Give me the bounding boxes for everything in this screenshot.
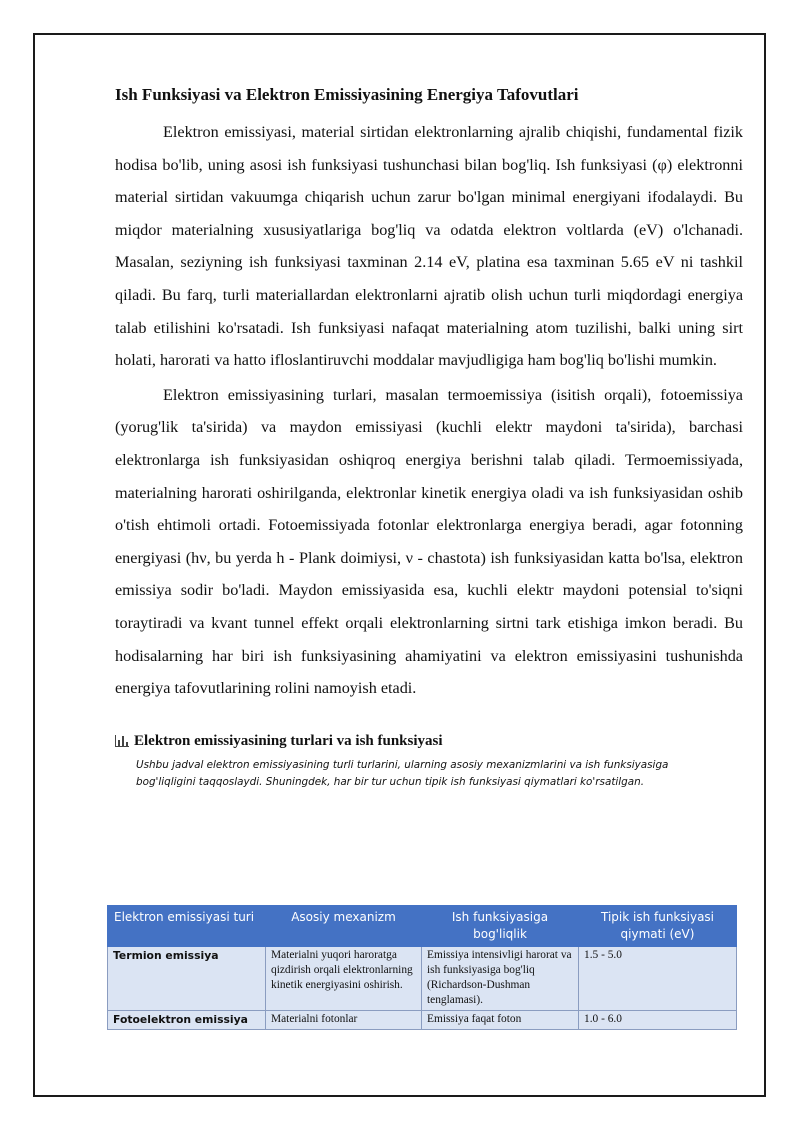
table-cell: Fotoelektron emissiya (108, 1011, 266, 1030)
column-header: Ish funksiyasiga bog'liqlik (422, 906, 579, 947)
table-cell: Materialni yuqori haroratga qizdirish orqali elektronlarning kinetik energiyasini oshirish. (266, 947, 422, 1011)
paragraph-1: Elektron emissiyasi, material sirtidan elektronlarning ajralib chiqishi, fundamental fizik hodisa bo'lib, uning asosi ish funksiyasi tushunchasi bilan bog'liq. Ish funksiyasi (φ) elektronni material sirtidan vakuumga chiqarish uchun zarur bo'lgan minimal energiyani ifodalaydi. Bu miqdor materialning xususiyatlariga bog'liq va odatda elektron voltlarda (eV) o'lchanadi. Masalan, seziyning ish funksiyasi taxminan 2.14 eV, platina esa taxminan 5.65 eV ni tashkil qiladi. Bu farq, turli materiallardan elektronlarni ajratib olish uchun turli miqdordagi energiya talab etilishini ko'rsatadi. Ish funksiyasi nafaqat materialning atom tuzilishi, balki uning sirt holati, harorati va hatto ifloslantiruvchi moddalar mavjudligiga ham bog'liq bo'lishi mumkin. (115, 123, 743, 370)
column-header: Tipik ish funksiyasi qiymati (eV) (579, 906, 737, 947)
table-header-row (108, 906, 737, 947)
table-cell: Emissiya intensivligi harorat va ish funksiyasiga bog'liq (Richardson-Dushman tenglamasi). (422, 947, 579, 1011)
table-caption: Ushbu jadval elektron emissiyasining turli turlarini, ularning asosiy mexanizmlarini va ish funksiyasiga bog'liqligini taqqoslaydi. Shuningdek, har bir tur uchun tipik ish funksiyasi qiymatlari ko'rsatilgan. (136, 758, 669, 788)
column-header: Elektron emissiyasi turi (108, 906, 266, 947)
table-cell: Emissiya faqat foton (422, 1011, 579, 1030)
column-header: Asosiy mexanizm (266, 906, 422, 947)
document-body (115, 84, 743, 796)
document-title: Ish Funksiyasi va Elektron Emissiyasining Energiya Tafovutlari (115, 85, 579, 104)
table-row (108, 947, 737, 1011)
table-row (108, 1011, 737, 1030)
table-cell: 1.0 - 6.0 (579, 1011, 737, 1030)
table-cell: Materialni fotonlar (266, 1011, 422, 1030)
paragraph-2: Elektron emissiyasining turlari, masalan termoemissiya (isitish orqali), fotoemissiya (yorug'lik ta'sirida) va maydon emissiyasi (kuchli elektr maydoni ta'sirida), barchasi elektronlarga ish funksiyasidan oshiqroq energiya berishni talab qiladi. Termoemissiyada, materialning harorati oshirilganda, elektronlar kinetik energiya oladi va ish funksiyasidan oshib o'tish ehtimoli ortadi. Fotoemissiyada fotonlar elektronlarga energiya beradi, agar fotonning energiyasi (hν, bu yerda h - Plank doimiysi, ν - chastota) ish funksiyasidan katta bo'lsa, elektron emissiya sodir bo'ladi. Maydon emissiyasida esa, kuchli elektr maydoni potensial to'siqni toraytiradi va kvant tunnel effekt orqali elektronlarning sirtni tark etishiga imkon beradi. Bu hodisalarning har biri ish funksiyasining ahamiyatini va elektron emissiyasini tushunishda energiya tafovutlarining rolini namoyish etadi. (115, 385, 743, 698)
bar-chart-icon (115, 735, 129, 747)
table-cell: 1.5 - 5.0 (579, 947, 737, 1011)
emission-table (107, 905, 737, 1030)
table-heading (115, 731, 743, 751)
table-cell: Termion emissiya (108, 947, 266, 1011)
table-heading-text: Elektron emissiyasining turlari va ish funksiyasi (134, 732, 443, 749)
